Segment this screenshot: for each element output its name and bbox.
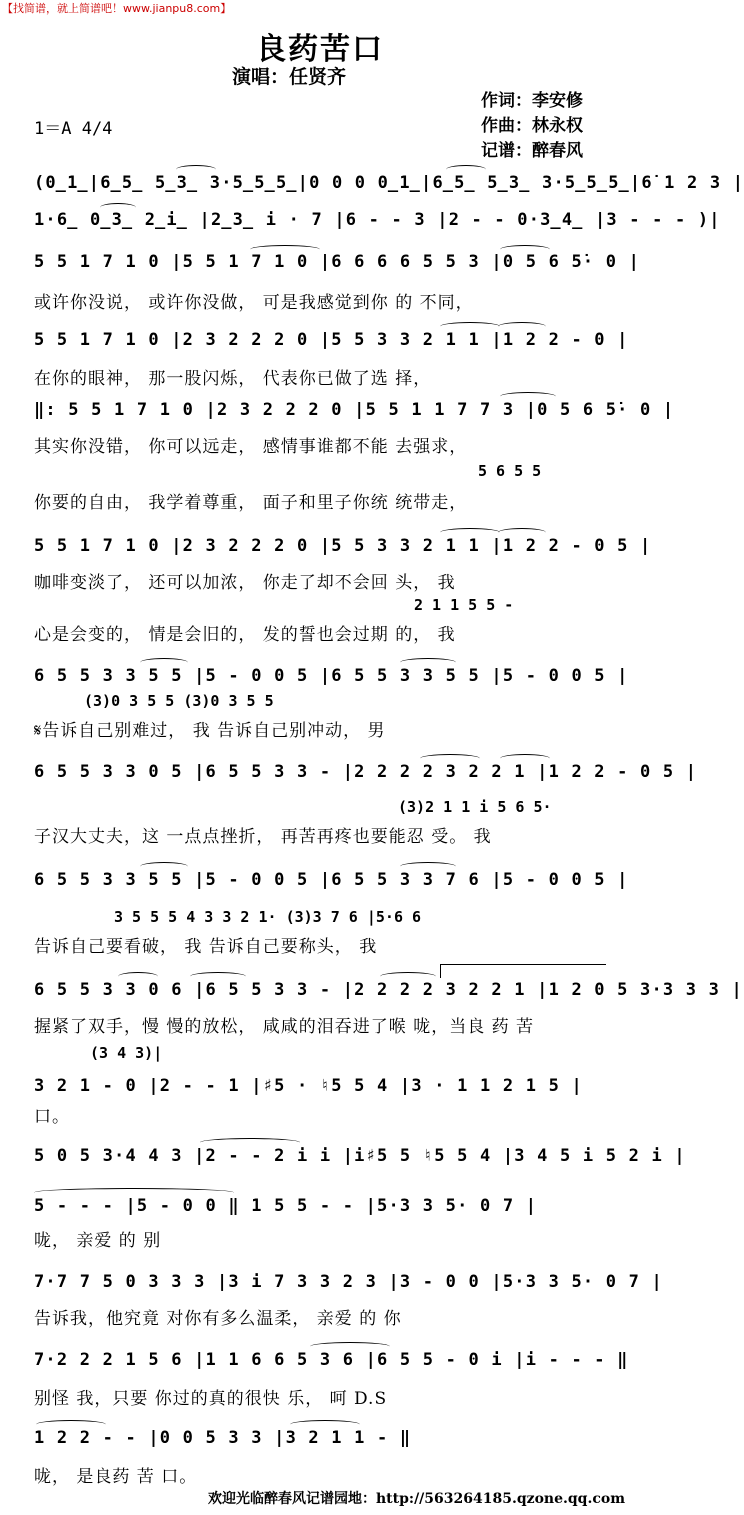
notation-line: 5 5 1 7 1 0 |2 3 2 2 2 0 |5 5 3 3 2 1 1 |1 2 2 - 0 5 |: [34, 536, 652, 556]
slur-mark: [200, 1138, 300, 1147]
slur-mark: [380, 972, 436, 981]
slur-mark: [420, 754, 480, 763]
lyric-line: 子汉大丈夫，这 一点点挫折， 再苦再疼也要能忍 受。 我: [34, 827, 492, 847]
lyric-line: 告诉自己要看破， 我 告诉自己要称头， 我: [34, 937, 378, 957]
lyric-line: 其实你没错， 你可以远走， 感情事谁都不能 去强求，: [34, 437, 468, 457]
notation-line: ‖: 5 5 1 7 1 0 |2 3 2 2 2 0 |5 5 1 1 7 7 3 |0 5 6 5̇· 0 |: [34, 400, 675, 420]
slur-mark: [290, 1420, 360, 1429]
notation-line: (0̲1̲|6̲5̲ 5̲3̲ 3·5̲5̲5̲|0 0 0 0̲1̲|6̲5̲ 5̲3̲ 3·5̲5̲5̲|6̇ 1 2 3 |: [34, 173, 744, 193]
notation-line: 6 5 5 3 3 0 6 |6 5 5 3 3 - |2 2 2 2 3 2 2 1 |1 2 0 5 3·3 3 3 |: [34, 980, 743, 1000]
slur-mark: [498, 528, 546, 537]
slur-mark: [400, 862, 456, 871]
notation-line: 6 5 5 3 3 5 5 |5 - 0 0 5 |6 5 5 3 3 5 5 |5 - 0 0 5 |: [34, 666, 629, 686]
slur-mark: [440, 528, 500, 537]
lyricist-credit: 作词：李安修: [481, 91, 583, 111]
lyric-line: 心是会变的， 情是会旧的， 发的誓也会过期 的， 我: [34, 625, 456, 645]
slur-mark: [36, 1420, 106, 1429]
alternate-notes: 2 1 1 5 5 -: [414, 596, 514, 614]
song-title: 良药苦口: [256, 32, 384, 67]
alternate-notes: 3 5 5 5 4 3 3 2 1· (3)3 7 6 |5·6 6: [114, 908, 422, 926]
slur-mark: [118, 972, 158, 981]
lyric-line: 𝄋告诉自己别难过， 我 告诉自己别冲动， 男: [34, 721, 386, 741]
lyric-line: 握紧了双手，慢 慢的放松， 咸咸的泪吞进了喉 咙，当良 药 苦: [34, 1017, 535, 1037]
slur-mark: [500, 754, 550, 763]
site-banner: 【找简谱，就上简谱吧！www.jianpu8.com】: [2, 2, 232, 15]
slur-mark: [440, 322, 500, 331]
lyric-line: 口。: [34, 1107, 70, 1127]
lyric-line: 你要的自由， 我学着尊重， 面子和里子你统 统带走，: [34, 493, 468, 513]
slur-mark: [34, 1188, 234, 1197]
volta-bracket: [440, 964, 441, 978]
notation-line: 1 2 2 - - |0 0 5 3 3 |3 2 1 1 - ‖: [34, 1428, 412, 1448]
singer-credit: 演唱：任贤齐: [232, 66, 347, 88]
lyric-line: 咙， 亲爱 的 别: [34, 1231, 162, 1251]
notation-line: 7·2 2 2 1 5 6 |1 1 6 6 5 3 6 |6 5 5 - 0 i |i - - - ‖: [34, 1350, 629, 1370]
slur-mark: [500, 392, 556, 401]
notation-line: 5 5 1 7 1 0 |5 5 1 7 1 0 |6 6 6 6 5 5 3 |0 5 6 5̇· 0 |: [34, 252, 641, 272]
notation-line: 5 5 1 7 1 0 |2 3 2 2 2 0 |5 5 3 3 2 1 1 |1 2 2 - 0 |: [34, 330, 629, 350]
slur-mark: [500, 245, 550, 254]
volta-bracket: [440, 964, 606, 965]
slur-mark: [190, 972, 246, 981]
lyric-line: 告诉我，他究竟 对你有多么温柔， 亲爱 的 你: [34, 1309, 402, 1329]
alternate-notes: (3)0 3 5 5 (3)0 3 5 5: [84, 692, 274, 710]
slur-mark: [310, 1342, 390, 1351]
alternate-notes: (3 4 3)|: [90, 1044, 163, 1062]
slur-mark: [176, 165, 216, 174]
notation-line: 7·7 7 5 0 3 3 3 |3 i 7 3 3 2 3 |3 - 0 0 |5·3 3 5· 0 7 |: [34, 1272, 663, 1292]
alternate-notes: (3)2 1 1 i 5 6 5·: [398, 798, 552, 816]
transcriber-credit: 记谱：醉春风: [481, 141, 583, 161]
lyric-line: 别怪 我，只要 你过的真的很快 乐， 呵 D.S: [34, 1389, 388, 1409]
notation-line: 3 2 1 - 0 |2 - - 1 |♯5 · ♮5 5 4 |3 · 1 1 2 1 5 |: [34, 1076, 583, 1096]
composer-credit: 作曲：林永权: [481, 116, 583, 136]
notation-line: 6 5 5 3 3 0 5 |6 5 5 3 3 - |2 2 2 2 3 2 2 1 |1 2 2 - 0 5 |: [34, 762, 698, 782]
notation-line: 6 5 5 3 3 5 5 |5 - 0 0 5 |6 5 5 3 3 7 6 |5 - 0 0 5 |: [34, 870, 629, 890]
slur-mark: [140, 862, 188, 871]
slur-mark: [446, 165, 486, 174]
lyric-line: 咖啡变淡了， 还可以加浓， 你走了却不会回 头， 我: [34, 573, 456, 593]
slur-mark: [100, 203, 136, 212]
lyric-line: 或许你没说， 或许你没做， 可是我感觉到你 的 不同，: [34, 293, 474, 313]
lyric-line: 在你的眼神， 那一股闪烁， 代表你已做了选 择，: [34, 369, 432, 389]
slur-mark: [400, 658, 456, 667]
notation-line: 1·6̲ 0̲3̲ 2̲i̲ |2̲3̲ i · 7 |6 - - 3 |2 - - 0·3̲4̲ |3 - - - )|: [34, 210, 721, 230]
notation-line: 5 - - - |5 - 0 0 ‖ 1 5 5 - - |5·3 3 5· 0 7 |: [34, 1196, 538, 1216]
key-signature: 1＝A 4/4: [34, 119, 113, 139]
slur-mark: [250, 245, 320, 254]
lyric-line: 咙， 是良药 苦 口。: [34, 1467, 198, 1487]
footer-credit: 欢迎光临醉春风记谱园地：http://563264185.qzone.qq.com: [208, 1491, 626, 1507]
slur-mark: [498, 322, 546, 331]
alternate-notes: 5 6 5 5: [478, 462, 542, 480]
slur-mark: [140, 658, 188, 667]
notation-line: 5 0 5 3·4 4 3 |2 - - 2 i i |i♯5 5 ♮5 5 4 |3 4 5 i 5 2 i |: [34, 1146, 686, 1166]
